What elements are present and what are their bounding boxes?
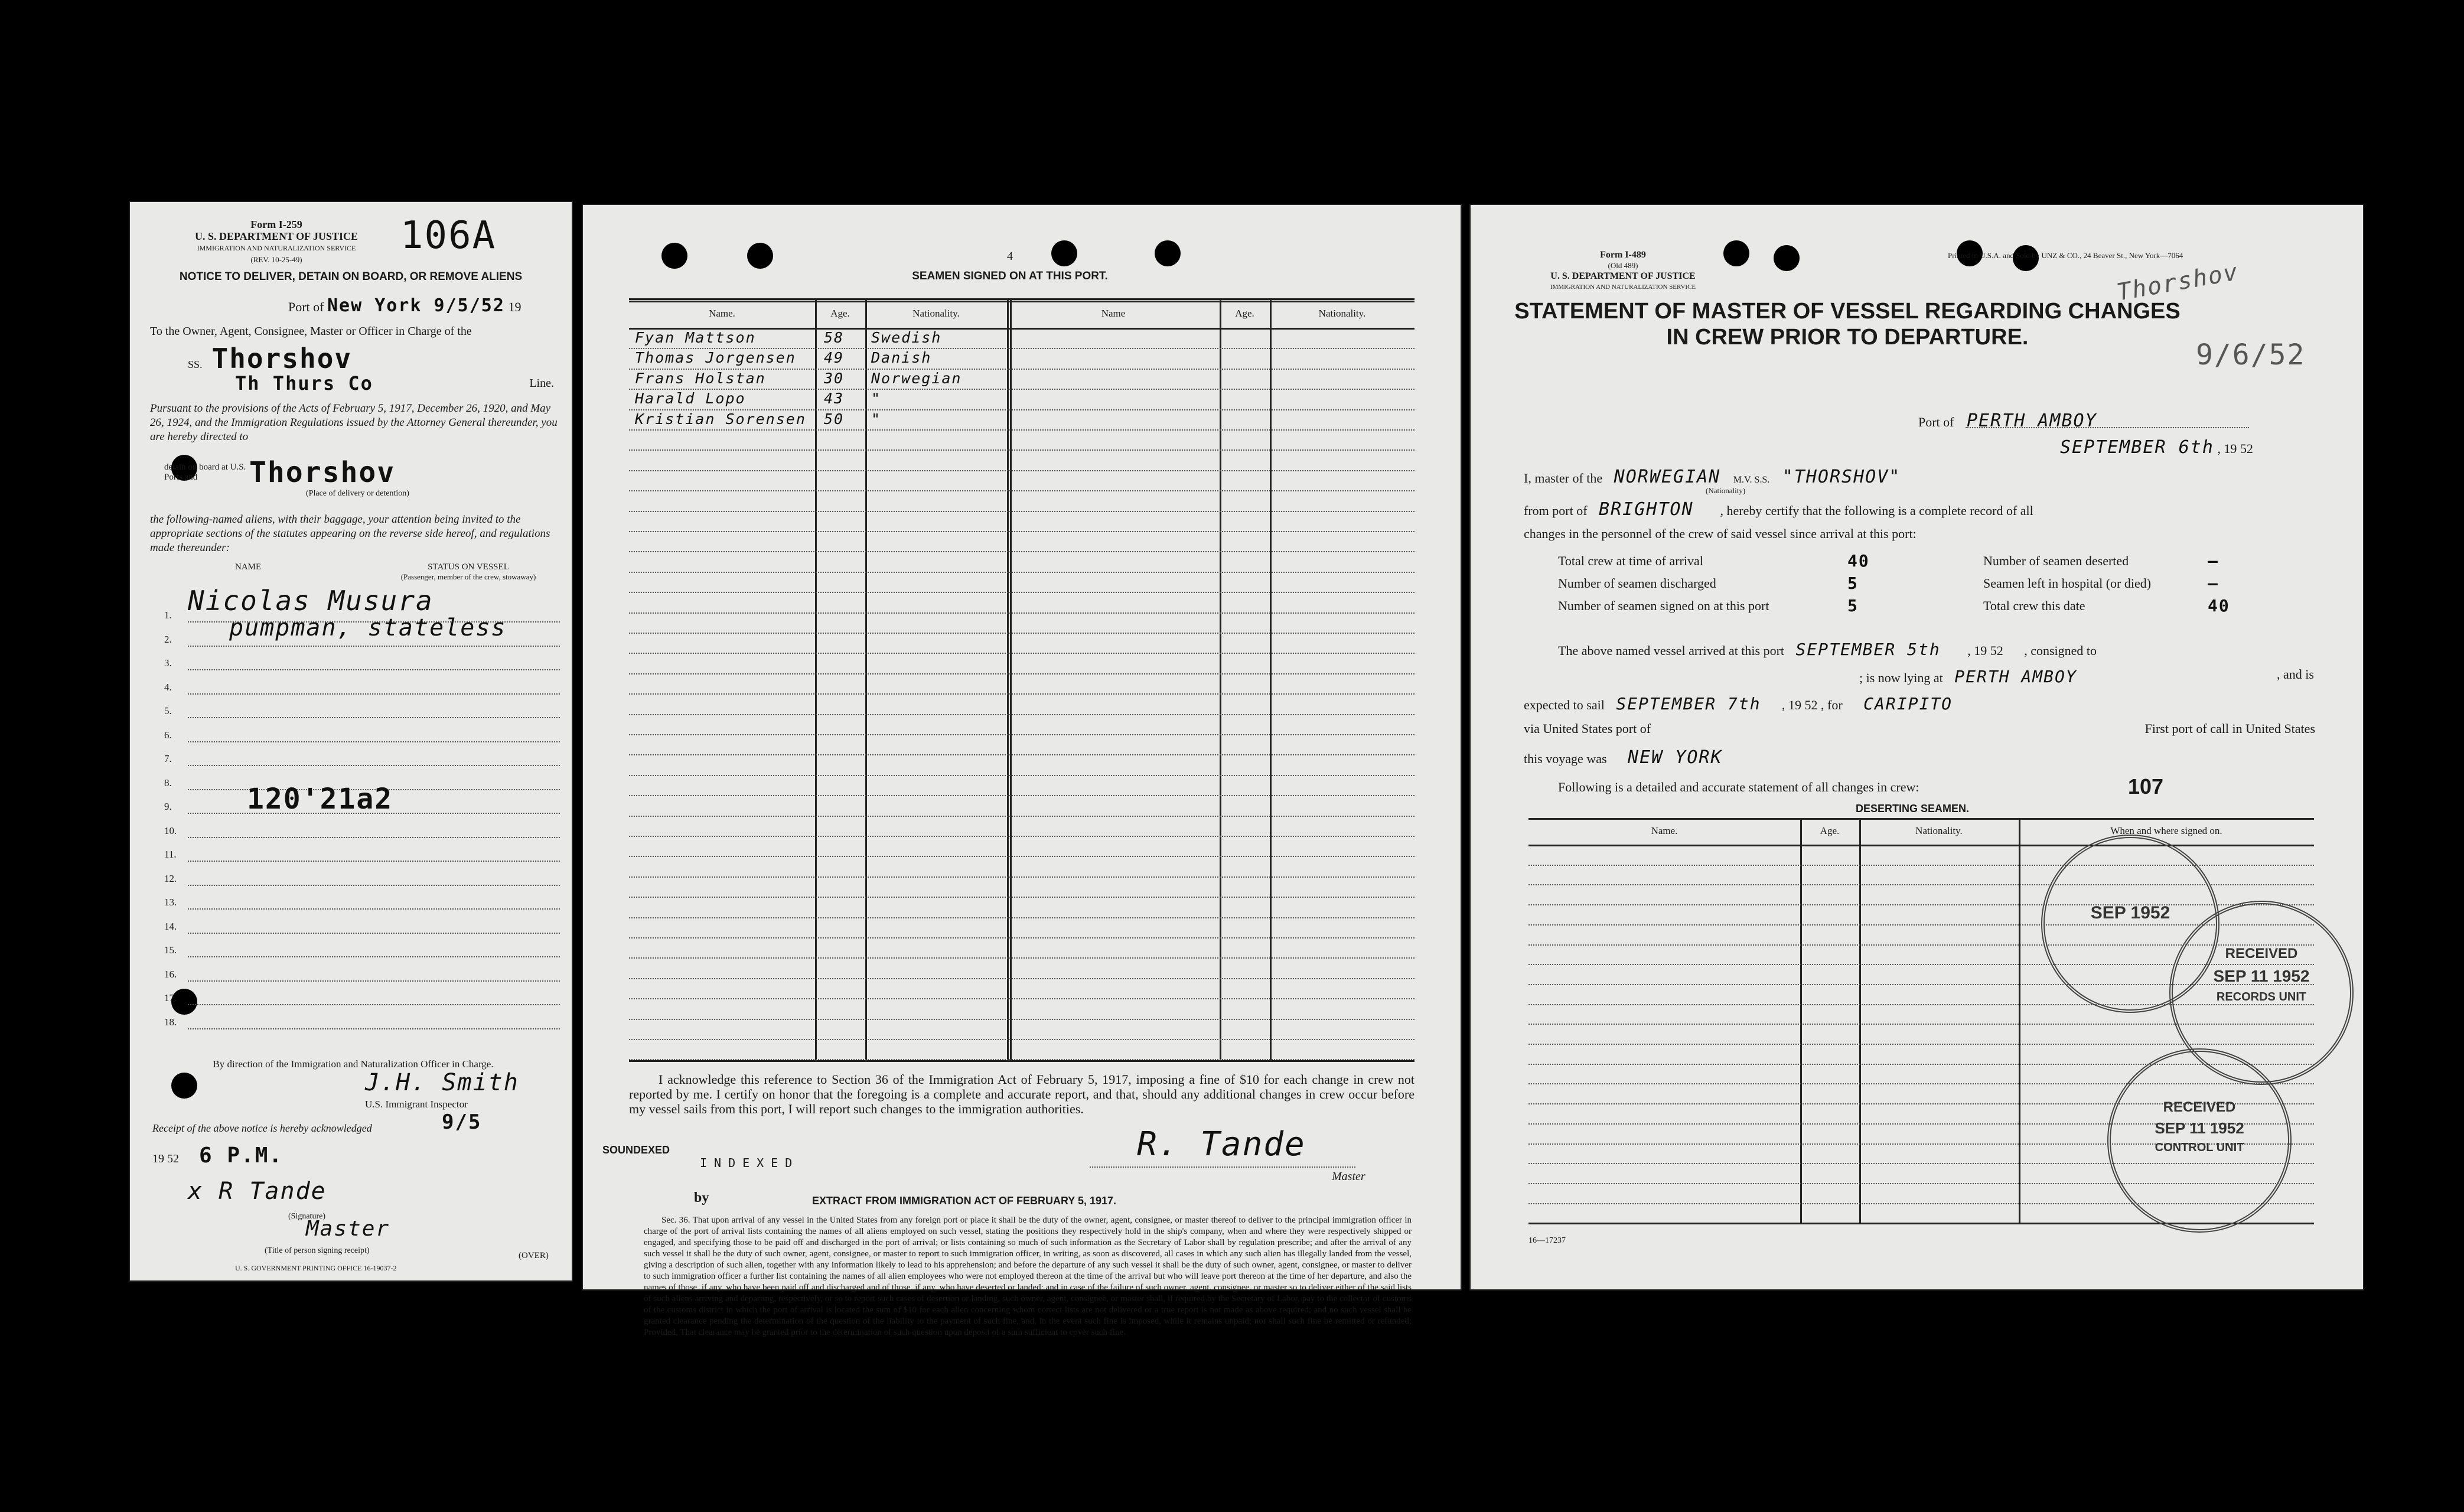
- row-number: 16.: [164, 968, 177, 980]
- crew-signed-on-sheet: [582, 204, 1462, 1337]
- seaman-age: 30: [824, 369, 845, 387]
- row-number: 5.: [164, 705, 172, 716]
- name-header: NAME: [235, 562, 262, 572]
- to-owner-text: To the Owner, Agent, Consignee, Master or Officer in Charge of the: [150, 325, 472, 338]
- extract-text: Sec. 36. That upon arrival of any vessel in the United States from any foreign port or place it shall be the duty of the owner, agent, consignee, or master thereof to deliver to the principal immigration officer in charge of the port of arrival lists containing the names of all aliens employed on such vessel, stating the positions they respectively hold in the ship's company, when and where they were respectively shipped or engaged, and specifying those to be paid off and discharged in the port of arrival; or lists containing so much of such information as the Secretary of Labor shall by regulation prescribe; and after the arrival of any such vessel it shall be the duty of such owner, agent, consignee, or master to report to such immigration officer, in writing, as soon as discovered, all cases in which any such alien has illegally landed from the vessel, giving a description of such alien, together with any information likely to lead to his apprehension; and before the departure of any such vessel it shall be the duty of such owner, agent, consignee, or master to deliver to such immigration officer a further list containing the names of all alien employees who were not employed thereon at the time of the arrival but who will leave port thereon at the time of her departure, and also the names of those, if any, who have been paid off and discharged and of those, if any, who have deserted or landed; and in case of the failure of such owner, agent, consignee, or master so to deliver either of the said lists of such aliens arriving and departing, respectively, or so to report such cases of desertion or landing, such owner, agent, consignee, or master shall, if required by the Secretary of Labor, pay to the collector of customs of the customs district in which the port of arrival is located the sum of $10 for each alien concerning whom correct lists are not delivered or a true report is not made as above required; and no such vessel shall be granted clearance pending the determination of the question of the liability to the payment of such fine, and, in the event such fine is imposed, while it remains unpaid; nor shall such fine be remitted or refunded; Provided, That clearance may be granted prior to the determination of such question upon deposit of a sum sufficient to cover such fine.: [644, 1216, 1412, 1337]
- arrived-year: , 19 52: [1967, 643, 2003, 658]
- receipt-time: 6 P.M.: [199, 1143, 283, 1168]
- total-crew-arrival-label: Total crew at time of arrival: [1558, 553, 1703, 568]
- alien-row: [152, 655, 566, 673]
- row-number: 14.: [164, 920, 177, 932]
- column-header: Age.: [1820, 825, 1840, 836]
- by-label: by: [694, 1190, 709, 1205]
- punch-hole: [171, 1073, 197, 1099]
- arrived-value: SEPTEMBER 5th: [1795, 640, 1941, 659]
- expected-label: expected to sail: [1524, 698, 1605, 712]
- seaman-name: Fyan Mattson: [635, 329, 756, 346]
- expected-value: SEPTEMBER 7th: [1616, 694, 1761, 713]
- alien-row: [152, 871, 566, 888]
- signature-label: (Signature): [288, 1212, 325, 1221]
- port-value: New York 9/5/52: [327, 295, 505, 316]
- row-number: 17.: [164, 992, 177, 1003]
- inspector-label: U.S. Immigrant Inspector: [365, 1099, 468, 1110]
- alien-row: [152, 990, 566, 1008]
- ss-label: SS.: [188, 359, 203, 370]
- lying-value: PERTH AMBOY: [1954, 667, 2077, 686]
- receiver-title: Master: [306, 1217, 390, 1241]
- row-number: 8.: [164, 777, 172, 788]
- column-header: Age.: [830, 308, 850, 319]
- alien-row: [152, 751, 566, 768]
- department: U. S. DEPARTMENT OF JUSTICE: [1550, 271, 1696, 281]
- acknowledgement-text: I acknowledge this reference to Section 36 of the Immigration Act of February 5, 1917, imposing a fine of $10 for each change in crew not reported by me. I certify on honor that the foregoing is a complete and accurate report, and that, should any additional changes in crew occur before my vessel sails from this port, I will report such changes to the immigration authorities.: [629, 1072, 1414, 1116]
- stamp-unit: CONTROL UNIT: [2155, 1141, 2244, 1154]
- column-header: Nationality.: [1915, 825, 1963, 836]
- form-title: NOTICE TO DELIVER, DETAIN ON BOARD, OR REMOVE ALIENS: [179, 271, 523, 283]
- row-number: 10.: [164, 825, 177, 836]
- revision: (REV. 10-25-49): [250, 255, 302, 264]
- title-label: (Title of person signing receipt): [265, 1246, 370, 1255]
- row-number: 18.: [164, 1016, 177, 1028]
- extract-title: EXTRACT FROM IMMIGRATION ACT OF FEBRUARY 5, 1917.: [812, 1195, 1117, 1207]
- row-number: 7.: [164, 753, 172, 764]
- from-port-label: from port of: [1524, 503, 1588, 518]
- punch-hole: [1723, 240, 1749, 266]
- column-header: Name: [1101, 308, 1126, 319]
- discharged-value: 5: [1847, 573, 1859, 593]
- punch-hole: [747, 243, 773, 269]
- printer-line: U. S. GOVERNMENT PRINTING OFFICE 16-19037-2: [235, 1264, 397, 1272]
- receiver-signature: x R Tande: [188, 1178, 327, 1205]
- stamp-received: RECEIVED: [2225, 946, 2298, 962]
- row-number: 12.: [164, 872, 177, 884]
- seaman-name: Frans Holstan: [635, 369, 766, 387]
- form-number: Form I-489: [1600, 250, 1646, 260]
- seaman-row: [629, 410, 1010, 431]
- stamp-unit: RECORDS UNIT: [2216, 990, 2307, 1003]
- column-header: Nationality.: [912, 308, 960, 319]
- soundexed-label: SOUNDEXED: [602, 1144, 670, 1156]
- for-value: CARIPITO: [1863, 694, 1953, 713]
- discharged-label: Number of seamen discharged: [1558, 576, 1716, 591]
- form-i489-sheet: [1469, 204, 2364, 1291]
- statement-title: STATEMENT OF MASTER OF VESSEL REGARDING CHANGES: [1514, 299, 2181, 324]
- seamen-table: [629, 328, 1414, 1060]
- receipt-date: 9/5: [442, 1110, 482, 1134]
- punch-hole: [1774, 245, 1800, 271]
- nationality-label: (Nationality): [1706, 486, 1746, 495]
- indexed-label: INDEXED: [700, 1156, 800, 1170]
- direction-text: By direction of the Immigration and Naturalization Officer in Charge.: [213, 1058, 494, 1070]
- arrived-label: The above named vessel arrived at this port: [1558, 643, 1785, 658]
- alien-row: [152, 894, 566, 912]
- seaman-row: [629, 349, 1010, 369]
- form-i259-sheet: [129, 201, 573, 1282]
- seaman-row: [629, 370, 1010, 390]
- seaman-nationality: Swedish: [871, 329, 942, 346]
- row-number: 11.: [164, 849, 177, 860]
- column-header: Nationality.: [1318, 308, 1366, 319]
- via-label: via United States port of: [1524, 721, 1651, 736]
- section-heading: SEAMEN SIGNED ON AT THIS PORT.: [912, 270, 1108, 282]
- control-unit-stamp: [2107, 1048, 2292, 1233]
- seaman-nationality: Danish: [871, 349, 932, 367]
- service: IMMIGRATION AND NATURALIZATION SERVICE: [1550, 284, 1696, 291]
- receipt-year: 19 52: [152, 1152, 179, 1165]
- signed-on-value: 5: [1847, 596, 1859, 615]
- first-port-label: First port of call in United States: [2144, 721, 2315, 736]
- master-of-label: I, master of the: [1524, 471, 1603, 485]
- column-header: When and where signed on.: [2110, 825, 2222, 836]
- pursuant-text: Pursuant to the provisions of the Acts of February 5, 1917, December 26, 1920, and May 26, 1924, and the Immigration Regulations issued by the Attorney General thereunder, you are hereby directed to: [150, 402, 558, 443]
- total-crew-arrival-value: 40: [1847, 551, 1870, 571]
- changes-text: changes in the personnel of the crew of said vessel since arrival at this port:: [1524, 526, 1917, 541]
- vessel-value: "THORSHOV": [1782, 467, 1901, 487]
- line-value: Th Thurs Co: [235, 372, 373, 395]
- form-old: (Old 489): [1608, 261, 1638, 270]
- stamped-number: 120'21a2: [247, 783, 393, 816]
- seaman-age: 49: [824, 349, 845, 367]
- total-crew-date-label: Total crew this date: [1983, 598, 2085, 613]
- signed-on-label: Number of seamen signed on at this port: [1558, 598, 1769, 613]
- alien-row: [152, 846, 566, 864]
- alien-row: [152, 918, 566, 936]
- alien-row: [152, 727, 566, 745]
- port-label: Port of: [288, 299, 324, 314]
- seaman-nationality: Norwegian: [871, 369, 962, 387]
- status-header: STATUS ON VESSEL: [428, 562, 509, 572]
- line-label: Line.: [529, 377, 554, 390]
- consigned-label: , consigned to: [2024, 643, 2097, 658]
- from-port-value: BRIGHTON: [1599, 499, 1694, 520]
- over-label: (OVER): [519, 1251, 549, 1260]
- alien-row: [152, 966, 566, 984]
- service: IMMIGRATION AND NATURALIZATION SERVICE: [197, 244, 356, 252]
- deserted-label: Number of seamen deserted: [1983, 553, 2129, 568]
- row-number: 6.: [164, 729, 172, 741]
- alien-row: [152, 703, 566, 721]
- detain-value: Thorshov: [249, 456, 396, 489]
- column-header: Name.: [709, 308, 735, 319]
- deserted-value: —: [2208, 551, 2219, 571]
- following-text: Following is a detailed and accurate statement of all changes in crew:: [1558, 780, 1919, 794]
- alien-row: [152, 1014, 566, 1032]
- punch-hole: [1051, 240, 1077, 266]
- certify-text: , hereby certify that the following is a complete record of all: [1720, 503, 2033, 518]
- seaman-name: Thomas Jorgensen: [635, 349, 796, 367]
- ss-label: M.V. S.S.: [1733, 475, 1770, 485]
- row-number: 15.: [164, 944, 177, 956]
- row-number: 3.: [164, 657, 172, 669]
- port-value: PERTH AMBOY: [1967, 410, 2097, 431]
- statement-subtitle: IN CREW PRIOR TO DEPARTURE.: [1666, 325, 2029, 350]
- voyage-label: this voyage was: [1524, 751, 1607, 766]
- row-number: 4.: [164, 681, 172, 693]
- deserting-heading: DESERTING SEAMEN.: [1855, 803, 1970, 814]
- expected-year: , 19 52: [1782, 698, 1818, 712]
- number-107: 107: [2128, 774, 2164, 799]
- ss-value: Thorshov: [211, 343, 353, 374]
- nationality-value: NORWEGIAN: [1614, 467, 1721, 487]
- handwritten-number: 106A: [400, 214, 497, 258]
- date-value: SEPTEMBER 6th: [2060, 437, 2214, 458]
- form-footer: 16—17237: [1528, 1236, 1566, 1245]
- status-subheader: (Passenger, member of the crew, stowaway): [400, 572, 536, 581]
- form-number: Form I-259: [250, 219, 302, 230]
- for-label: , for: [1821, 698, 1843, 712]
- detain-text: detain on board at U.S. Ports and: [164, 462, 246, 482]
- row-number: 2.: [164, 633, 172, 645]
- year-label: 19: [508, 299, 522, 314]
- officer-signature: J.H. Smith: [365, 1069, 519, 1096]
- row-number: 1.: [164, 610, 172, 621]
- printer-note: Printed in U.S.A. and Sold by UNZ & CO., 24 Beaver St., New York—7064: [1948, 251, 2183, 260]
- and-is-label: , and is: [2277, 667, 2314, 682]
- row-number: 9.: [164, 801, 172, 812]
- department: U. S. DEPARTMENT OF JUSTICE: [194, 230, 358, 242]
- handwritten-vessel: Thorshov: [2114, 258, 2241, 307]
- voyage-value: NEW YORK: [1628, 747, 1723, 768]
- punch-hole: [1155, 240, 1181, 266]
- punch-hole: [661, 243, 687, 269]
- column-header: Age.: [1235, 308, 1254, 319]
- alien-row: [152, 679, 566, 697]
- seaman-age: 58: [824, 329, 845, 346]
- entry-status: pumpman, stateless: [229, 614, 507, 641]
- hospital-value: —: [2208, 573, 2219, 593]
- row-number: 13.: [164, 897, 177, 908]
- lying-label: ; is now lying at: [1859, 670, 1943, 685]
- master-signature: R. Tande: [1137, 1125, 1306, 1164]
- entry-name: Nicolas Musura: [188, 585, 434, 617]
- seaman-row: [629, 390, 1010, 410]
- stamp-date: SEP 11 1952: [2213, 967, 2310, 985]
- seaman-nationality: ": [871, 390, 882, 408]
- seaman-age: 43: [824, 390, 845, 408]
- seaman-name: Harald Lopo: [635, 390, 746, 408]
- master-label: Master: [1332, 1170, 1365, 1183]
- alien-row: [152, 823, 566, 840]
- seaman-name: Kristian Sorensen: [635, 410, 806, 428]
- place-note: (Place of delivery or detention): [306, 489, 409, 498]
- total-crew-date-value: 40: [2208, 596, 2230, 615]
- page-number: 4: [1007, 250, 1013, 263]
- seaman-age: 50: [824, 410, 845, 428]
- seaman-row: [629, 329, 1010, 349]
- stamp-date: SEP 11 1952: [2155, 1119, 2244, 1137]
- port-label: Port of: [1918, 415, 1954, 429]
- handwritten-date: 9/6/52: [2196, 338, 2306, 372]
- hospital-label: Seamen left in hospital (or died): [1983, 576, 2152, 591]
- stamp-date: SEP 1952: [2090, 903, 2170, 923]
- following-text: the following-named aliens, with their baggage, your attention being invited to the appropriate sections of the statutes appearing on the reverse side hereof, and regulations made thereunder:: [150, 513, 550, 554]
- alien-row: [152, 942, 566, 960]
- column-header: Name.: [1651, 825, 1678, 836]
- seaman-nationality: ": [871, 410, 882, 428]
- year-label: , 19 52: [2217, 441, 2253, 456]
- stamp-received: RECEIVED: [2163, 1099, 2236, 1115]
- receipt-text: Receipt of the above notice is hereby acknowledged: [152, 1122, 372, 1134]
